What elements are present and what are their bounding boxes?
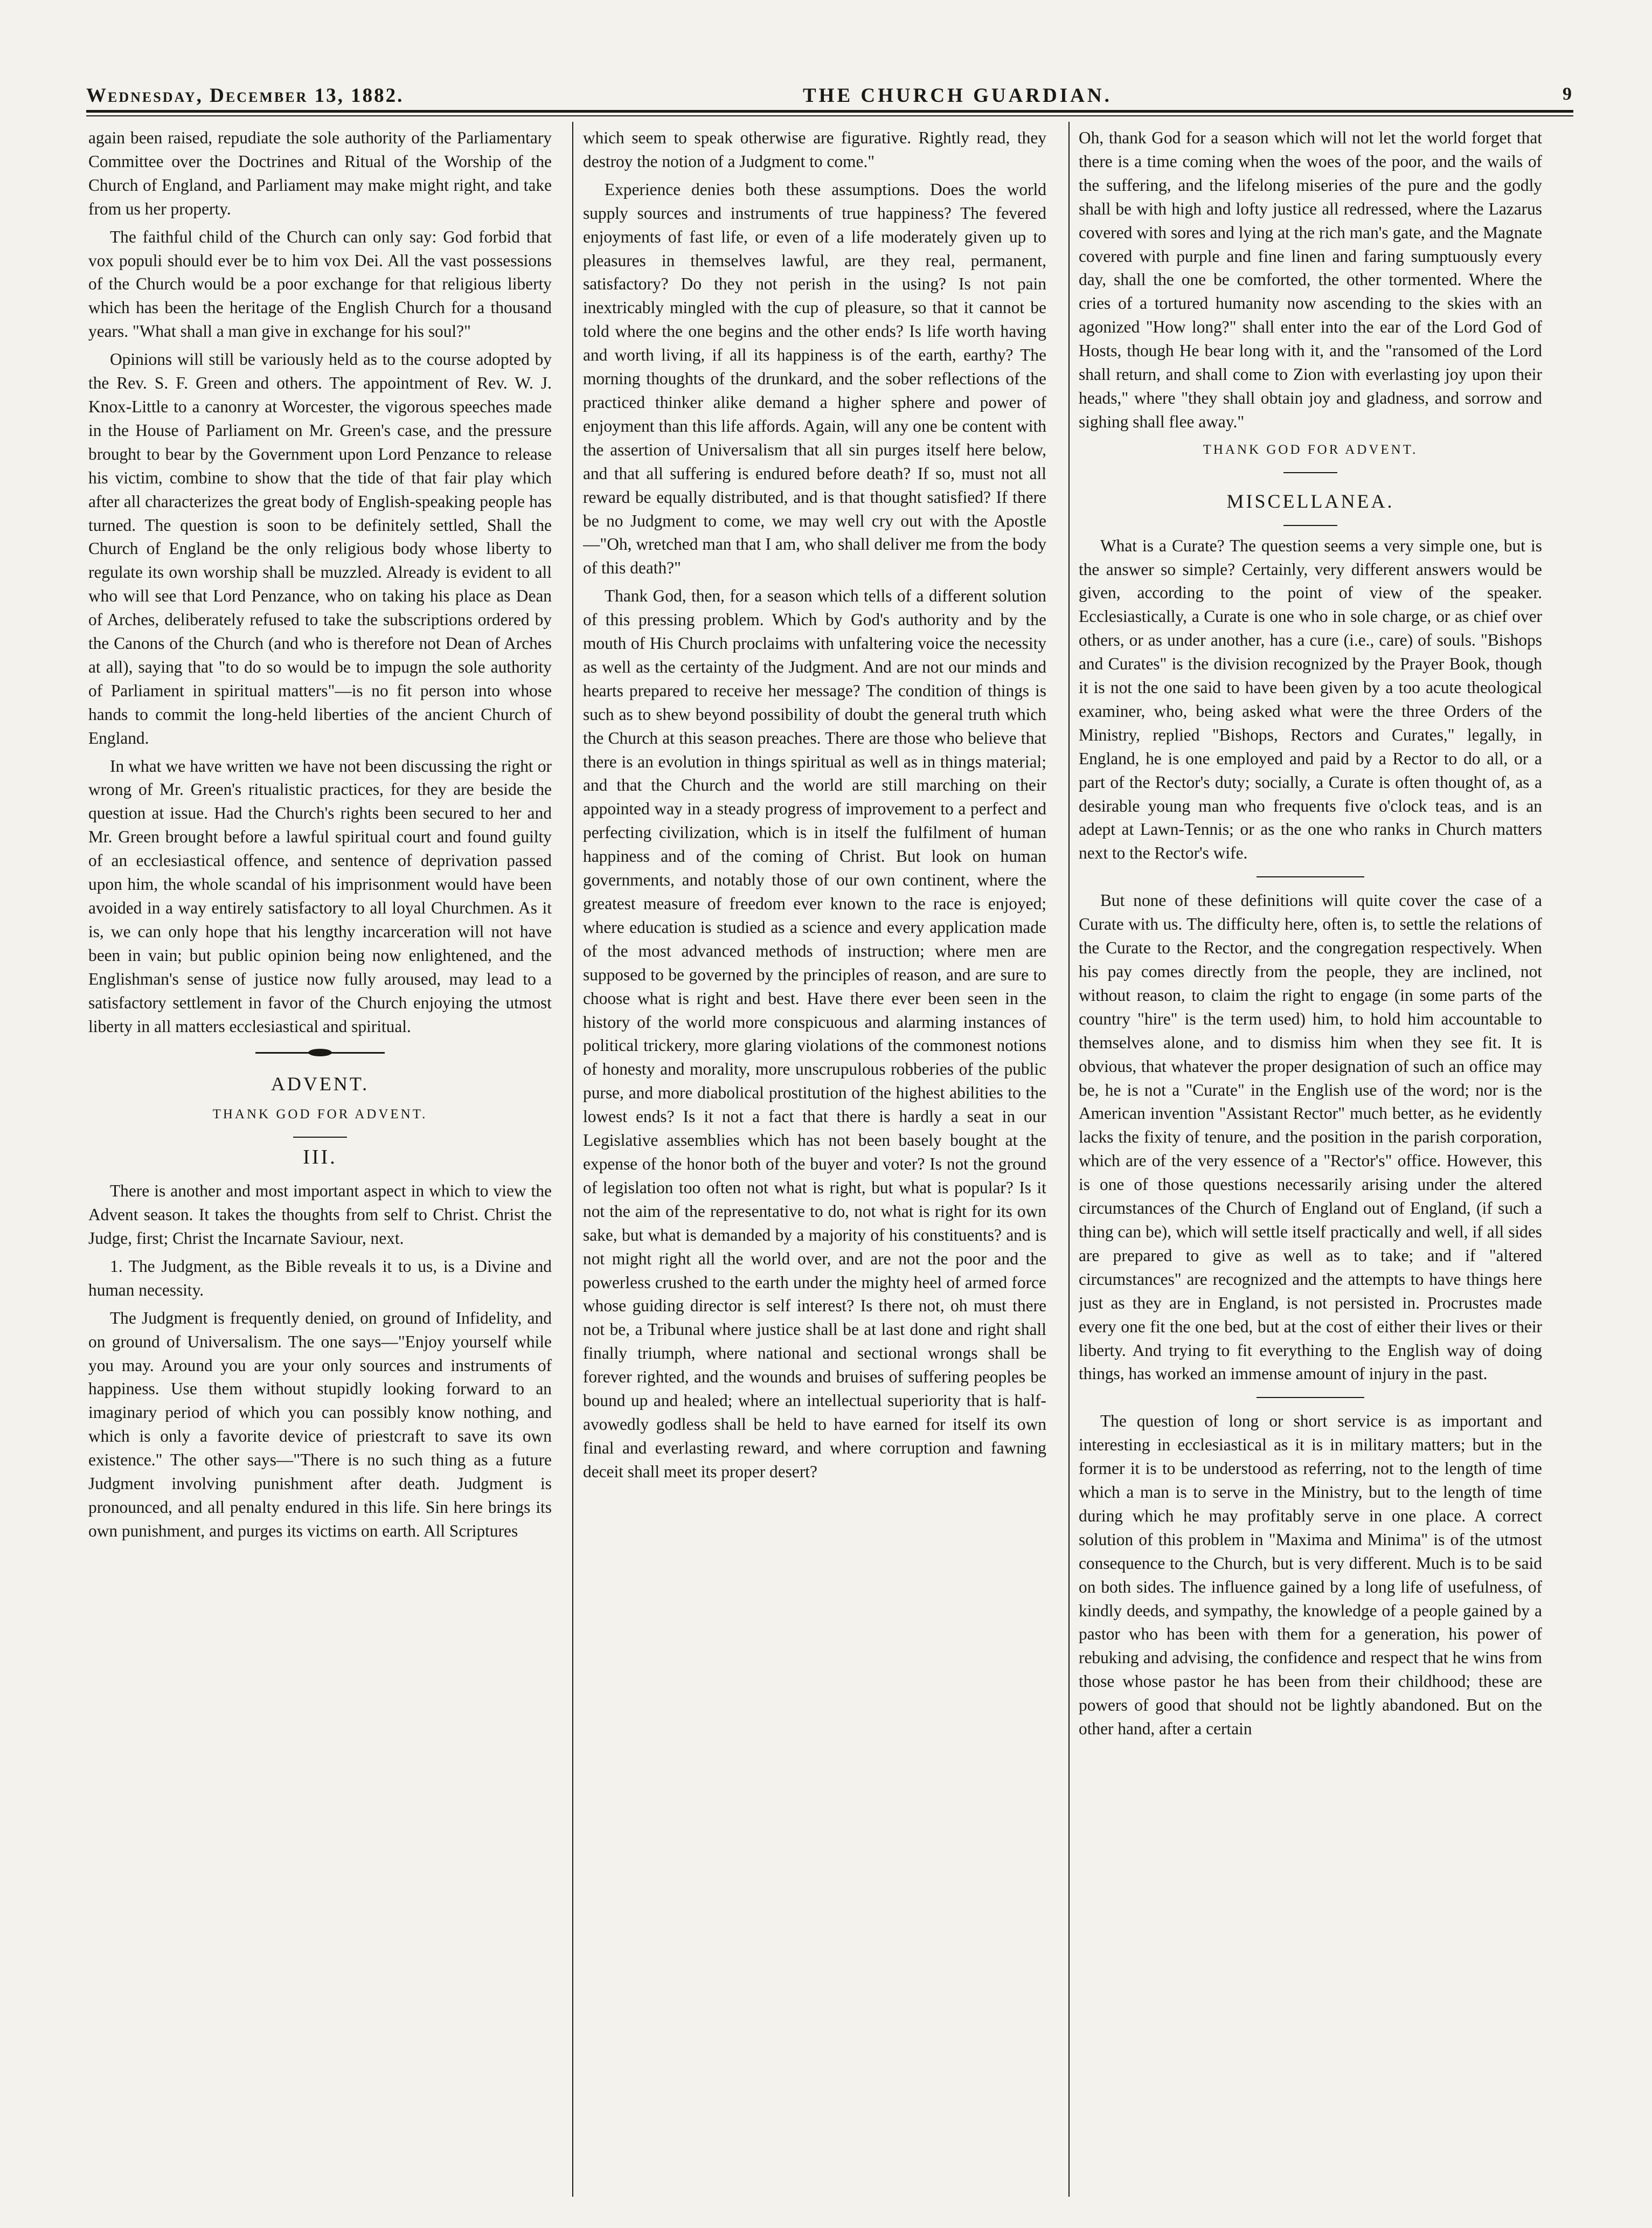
column-3: [1079, 126, 1542, 2190]
article-paragraph: Oh, thank God for a season which will not let the world forget that there is a time coming when the woes of the poor, and the wails of the suffering, and the lifelong miseries of the pure and the godly shall be with high and lofty justice all redressed, where the Lazarus covered with sores and lying at the rich man's gate, and the Magnate covered with purple and fine linen and faring sumptuously every day, shall the one be comforted, the other tormented. Where the cries of a tortured humanity now ascending to the skies with an agonized "How long?" shall enter into the ear of the Lord God of Hosts, though He bear long with it, and the "ransomed of the Lord shall return, and shall come to Zion with everlasting joy upon their heads," where "they shall obtain joy and gladness, and sorrow and sighing shall flee away.": [1079, 128, 1542, 431]
header-rule-thin: [86, 115, 1573, 116]
article-paragraph: The Judgment is frequently denied, on ground of Infidelity, and on ground of Universalism. The one says—"Enjoy yourself while you may. Around you are your only sources and instruments of happiness. Use them without stupidly looking forward to an imaginary period of which you can possibly know nothing, and which is only a favorite device of priestcraft to save its own existence." The other says—"There is no such thing as a future Judgment involving punishment after death. Judgment is pronounced, and all penalty endured in this life. Sin here brings its own punishment, and purges its victims on earth. All Scriptures: [88, 1308, 552, 1540]
ornamental-divider: [88, 1044, 552, 1061]
article-paragraph: Opinions will still be variously held as to the course adopted by the Rev. S. F. Green and others. The appointment of Rev. W. J. Knox-Little to a canonry at Worcester, the vigorous speeches made in the House of Parliament on Mr. Green's case, and the pressure brought to bear by the Government upon Lord Penzance to release his victim, combine to show that the tide of that fair play which after all characterizes the great body of English-speaking people has turned. The question is soon to be definitely settled, Shall the Church of England be the only religious body whose liberty to regulate its own worship shall be muzzled. Already is evident to all who will see that Lord Penzance, who on taking his place as Dean of Arches, deliberately refused to take the subscriptions ordered by the Canons of the Church (and who is therefore not Dean of Arches at all), saying that "to do so would be to impugn the sole authority of Parliament in spiritual matters"—is no fit person into whose hands to commit the long-held liberties of the ancient Church of England.: [88, 350, 552, 748]
article-paragraph: Experience denies both these assumptions. Does the world supply sources and instruments of true happiness? The fevered enjoyments of fast life, or even of a life moderately given up to pleasures in themselves lawful, are they real, permanent, satisfactory? Do they not perish in the using? Is not pain inextricably mingled with the cup of pleasure, so that it cannot be told where the one begins and the other ends? Is life worth having and worth living, if all its happiness is of the earth, earthy? The morning thoughts of the drunkard, and the sober reflections of the practiced thinker alike demand a higher sphere and power of enjoyment than this life affords. Again, will any one be content with the assertion of Universalism that all sin purges itself here below, and that all suffering is endured before death? If so, must not all reward be equally distributed, and is that thought satisfied? If there be no Judgment to come, we may well cry out with the Apostle—"Oh, wretched man that I am, who shall deliver me from the body of this death?": [583, 179, 1046, 578]
advent-signoff: THANK GOD FOR ADVENT.: [1203, 442, 1418, 457]
advent-subheading: THANK GOD FOR ADVENT.: [212, 1107, 428, 1122]
advent-heading: ADVENT.: [270, 1073, 370, 1095]
column-divider-1: [572, 122, 573, 2197]
short-rule: [1079, 467, 1542, 478]
article-paragraph: The faithful child of the Church can only say: God forbid that vox populi should ever be to him vox Dei. All the vast possessions of the Church would be a poor exchange for that religious liberty which has been the heritage of the English Church for a thousand years. "What shall a man give in exchange for his soul?": [88, 227, 552, 341]
article-paragraph: But none of these definitions will quite cover the case of a Curate with us. The difficulty here, often is, to settle the relations of the Curate to the Rector, and the congregation respectively. When his pay comes directly from the people, they are inclined, not without reason, to claim the right to engage (in some parts of the country "hire" is the term used) him, to hold him accountable to themselves alone, and to dismiss him when they see fit. It is obvious, that whatever the proper designation of such an office may be, he is not a "Curate" in the English use of the word; nor is the American invention "Assistant Rector" much better, as he evidently lacks the fixity of tenure, and the position in the parish corporation, which are of the very essence of a "Rector's" office. However, this is one of those questions necessarily arising under the altered circumstances of the Church of England out of England, (if such a thing can be), which will settle itself practically and well, if all sides are prepared to give as well as to take; and if "altered circumstances" are recognized and the attempts to have things here just as they are in England, is not persisted in. Procrustes made every one fit the one bed, but at the cost of either their lives or their liberty. And trying to fit everything to the English way of doing things, has worked an immense amount of injury in the past.: [1079, 891, 1542, 1383]
article-paragraph: What is a Curate? The question seems a very simple one, but is the answer so simple? Certainly, very different answers would be given, according to the point of view of the speaker. Ecclesiastically, a Curate is one who in sole charge, or as chief over others, or as under another, has a cure (i.e., care) of souls. "Bishops and Curates" is the division recognized by the Prayer Book, though it is not the one said to have been given by a too acute theological examiner, who, being asked what were the three Orders of the Ministry, replied "Bishops, Rectors and Curates," legally, in England, he is one employed and paid by a Rector to do all, or a part of the Rector's duty; socially, a Curate is often thought of, as a desirable young man who frequents five o'clock teas, and is an adept at Lawn-Tennis; or as the one who ranks in Church matters next to the Rector's wife.: [1079, 536, 1542, 863]
column-2: [583, 126, 1046, 2190]
article-paragraph: There is another and most important aspect in which to view the Advent season. It takes the thoughts from self to Christ. Christ the Judge, first; Christ the Incarnate Saviour, next.: [88, 1181, 552, 1248]
page-header: [86, 80, 1573, 111]
column-divider-2: [1068, 122, 1070, 2197]
separator-rule: [1079, 1391, 1542, 1404]
short-rule: [1079, 520, 1542, 531]
header-rule: [86, 110, 1573, 113]
page-number: 9: [1563, 84, 1573, 104]
article-paragraph: Thank God, then, for a season which tells of a different solution of this pressing problem. Which by God's authority and by the mouth of His Church proclaims with unfaltering voice the necessity as well as the certainty of the Judgment. And are not our minds and hearts prepared to receive her message? The condition of things is such as to shew beyond possibility of doubt the general truth which the Church at this season preaches. There are those who believe that there is an evolution in things spiritual as well as in things material; and that the Church and the world are still marching on their appointed way in a steady progress of improvement to a perfect and perfecting civilization, which is in itself the fulfilment of human happiness and of the coming of Christ. But look on human governments, and notably those of our own continent, where the greatest measure of freedom ever known to the race is enjoyed; where education is studied as a science and every application made of the most advanced methods of instruction; where men are supposed to be governed by the principles of reason, and are sure to choose what is right and best. Have there ever been seen in the history of the world more conspicuous and alarming instances of political trickery, more glaring violations of the commonest notions of honesty and morality, more unscrupulous robberies of the public purse, and more diabolical prostitution of the highest abilities to the lowest ends? Is it not a fact that there is hardly a seat in our Legislative assemblies which has not been basely bought at the expense of the honor both of the buyer and voter? Is not the ground of legislation too often not what is right, but what is popular? Is it not the aim of the representative to do, not what is right for its own sake, but what is demanded by a majority of his constituents? and is not might right all the world over, and are not the poor and the powerless crushed to the earth under the mighty heel of armed force whose guiding director is self interest? Is there not, oh must there not be, a Tribunal where justice shall be at last done and right shall finally triumph, where national and sectional wrongs shall be forever righted, and the wounds and bruises of suffering peoples be bound up and healed; where an intellectual superiority that is half-avowedly godless shall be held to have earned for itself its own final and everlasting reward, and where corruption and fawning deceit shall meet its proper desert?: [583, 586, 1046, 1481]
column-1: [88, 126, 552, 2190]
miscellanea-heading: MISCELLANEA.: [1226, 490, 1394, 512]
issue-date: Wednesday, December 13, 1882.: [86, 85, 404, 107]
article-paragraph: 1. The Judgment, as the Bible reveals it to us, is a Divine and human necessity.: [88, 1256, 552, 1299]
masthead-title: THE CHURCH GUARDIAN.: [803, 85, 1112, 107]
article-paragraph: In what we have written we have not been discussing the right or wrong of Mr. Green's ritualistic practices, for they are beside the question at issue. Had the Church's rights been secured to her and Mr. Green brought before a lawful spiritual court and found guilty of an ecclesiastical offence, and sentence of deprivation passed upon him, the whole scandal of his imprisonment would have been avoided in a way entirely satisfactory to all loyal Churchmen. As it is, we can only hope that his lengthy incarceration will not have been in vain; but public opinion being now enlightened, and the Englishman's sense of justice now fully aroused, may lead to a satisfactory settlement in favor of the Church enjoying the utmost liberty in all matters ecclesiastical and spiritual.: [88, 756, 552, 1036]
article-paragraph: which seem to speak otherwise are figurative. Rightly read, they destroy the notion of a Judgment to come.": [583, 128, 1046, 171]
separator-rule: [1079, 870, 1542, 883]
short-rule: [88, 1132, 552, 1143]
section-numeral: III.: [303, 1146, 337, 1169]
article-paragraph: The question of long or short service is as important and interesting in ecclesiastical as it is in military matters; but in the former it is to be understood as referring, not to the length of time which a man is to serve in the Ministry, but to the length of time during which he may profitably serve in one place. A correct solution of this problem in "Maxima and Minima" is of the utmost consequence to the Church, but is very different. Much is to be said on both sides. The influence gained by a long life of usefulness, of kindly deeds, and sympathy, the knowledge of a people gained by a pastor who has been with them for a generation, his power of rebuking and advising, the confidence and respect that he wins from those whose pastor he has been from their childhood; these are powers of good that should not be lightly abandoned. But on the other hand, after a certain: [1079, 1411, 1542, 1739]
article-paragraph: again been raised, repudiate the sole authority of the Parliamentary Committee over the Doctrines and Ritual of the Worship of the Church of England, and Parliament may make might right, and take from us her property.: [88, 128, 552, 218]
